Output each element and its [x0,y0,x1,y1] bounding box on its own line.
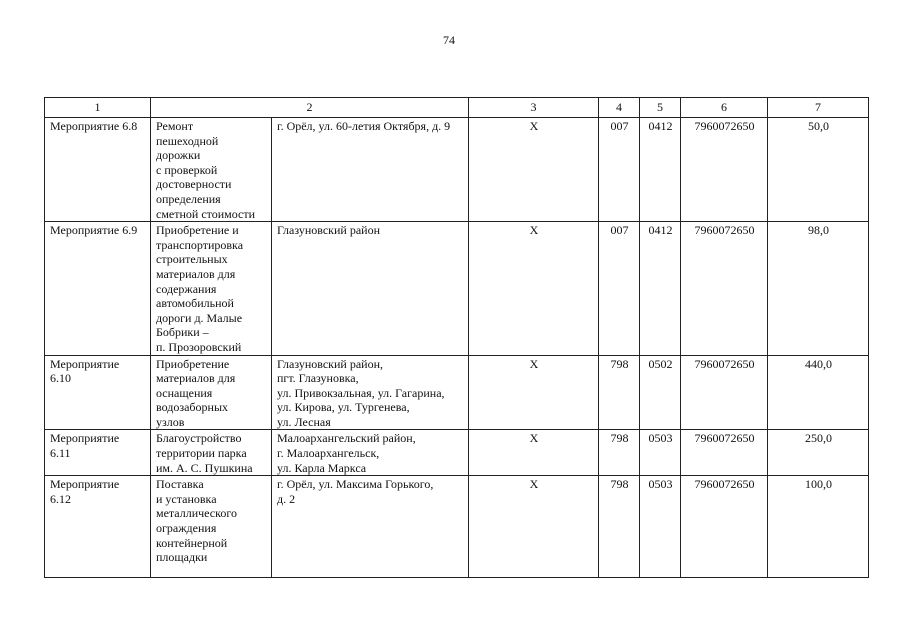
header-cell: 5 [640,98,681,118]
event-cell: Мероприятие 6.11 [45,430,151,476]
header-cell: 2 [151,98,469,118]
col5-cell: 0503 [640,476,681,578]
col3-cell: Х [469,476,599,578]
col3-cell: Х [469,222,599,355]
description-cell: Ремонт пешеходной дорожки с проверкой достоверности определения сметной стоимости [151,118,272,222]
description-cell: Приобретение и транспортировка строительных материалов для содержания автомобильной дороги д. Малые Бобрики – п. Прозоровский [151,222,272,355]
col7-cell: 98,0 [768,222,869,355]
col7-cell: 250,0 [768,430,869,476]
col5-cell: 0502 [640,355,681,430]
description-cell: Поставка и установка металлического ограждения контейнерной площадки [151,476,272,578]
header-cell: 7 [768,98,869,118]
description-cell: Приобретение материалов для оснащения водозаборных узлов [151,355,272,430]
col4-cell: 007 [599,222,640,355]
page-number: 74 [443,33,455,47]
header-cell: 4 [599,98,640,118]
event-cell: Мероприятие 6.8 [45,118,151,222]
event-cell: Мероприятие 6.10 [45,355,151,430]
budget-table [44,97,869,578]
table-row [45,222,869,355]
col3-cell: Х [469,118,599,222]
col7-cell: 100,0 [768,476,869,578]
address-cell: Глазуновский район, пгт. Глазуновка, ул. Привокзальная, ул. Гагарина, ул. Кирова, ул. Тургенева, ул. Лесная [272,355,469,430]
col4-cell: 007 [599,118,640,222]
table-row [45,355,869,430]
table-row [45,430,869,476]
col3-cell: Х [469,355,599,430]
col6-cell: 7960072650 [681,430,768,476]
col7-cell: 440,0 [768,355,869,430]
col6-cell: 7960072650 [681,118,768,222]
col5-cell: 0503 [640,430,681,476]
description-cell: Благоустройство территории парка им. А. С. Пушкина [151,430,272,476]
col6-cell: 7960072650 [681,476,768,578]
col6-cell: 7960072650 [681,222,768,355]
event-cell: Мероприятие 6.9 [45,222,151,355]
table-row [45,118,869,222]
col6-cell: 7960072650 [681,355,768,430]
header-row [45,98,869,118]
col3-cell: Х [469,430,599,476]
col4-cell: 798 [599,355,640,430]
event-cell: Мероприятие 6.12 [45,476,151,578]
address-cell: Глазуновский район [272,222,469,355]
table-row [45,476,869,578]
address-cell: г. Орёл, ул. Максима Горького, д. 2 [272,476,469,578]
col5-cell: 0412 [640,222,681,355]
col5-cell: 0412 [640,118,681,222]
col4-cell: 798 [599,476,640,578]
col7-cell: 50,0 [768,118,869,222]
address-cell: Малоархангельский район, г. Малоархангельск, ул. Карла Маркса [272,430,469,476]
address-cell: г. Орёл, ул. 60-летия Октября, д. 9 [272,118,469,222]
header-cell: 1 [45,98,151,118]
col4-cell: 798 [599,430,640,476]
header-cell: 6 [681,98,768,118]
header-cell: 3 [469,98,599,118]
